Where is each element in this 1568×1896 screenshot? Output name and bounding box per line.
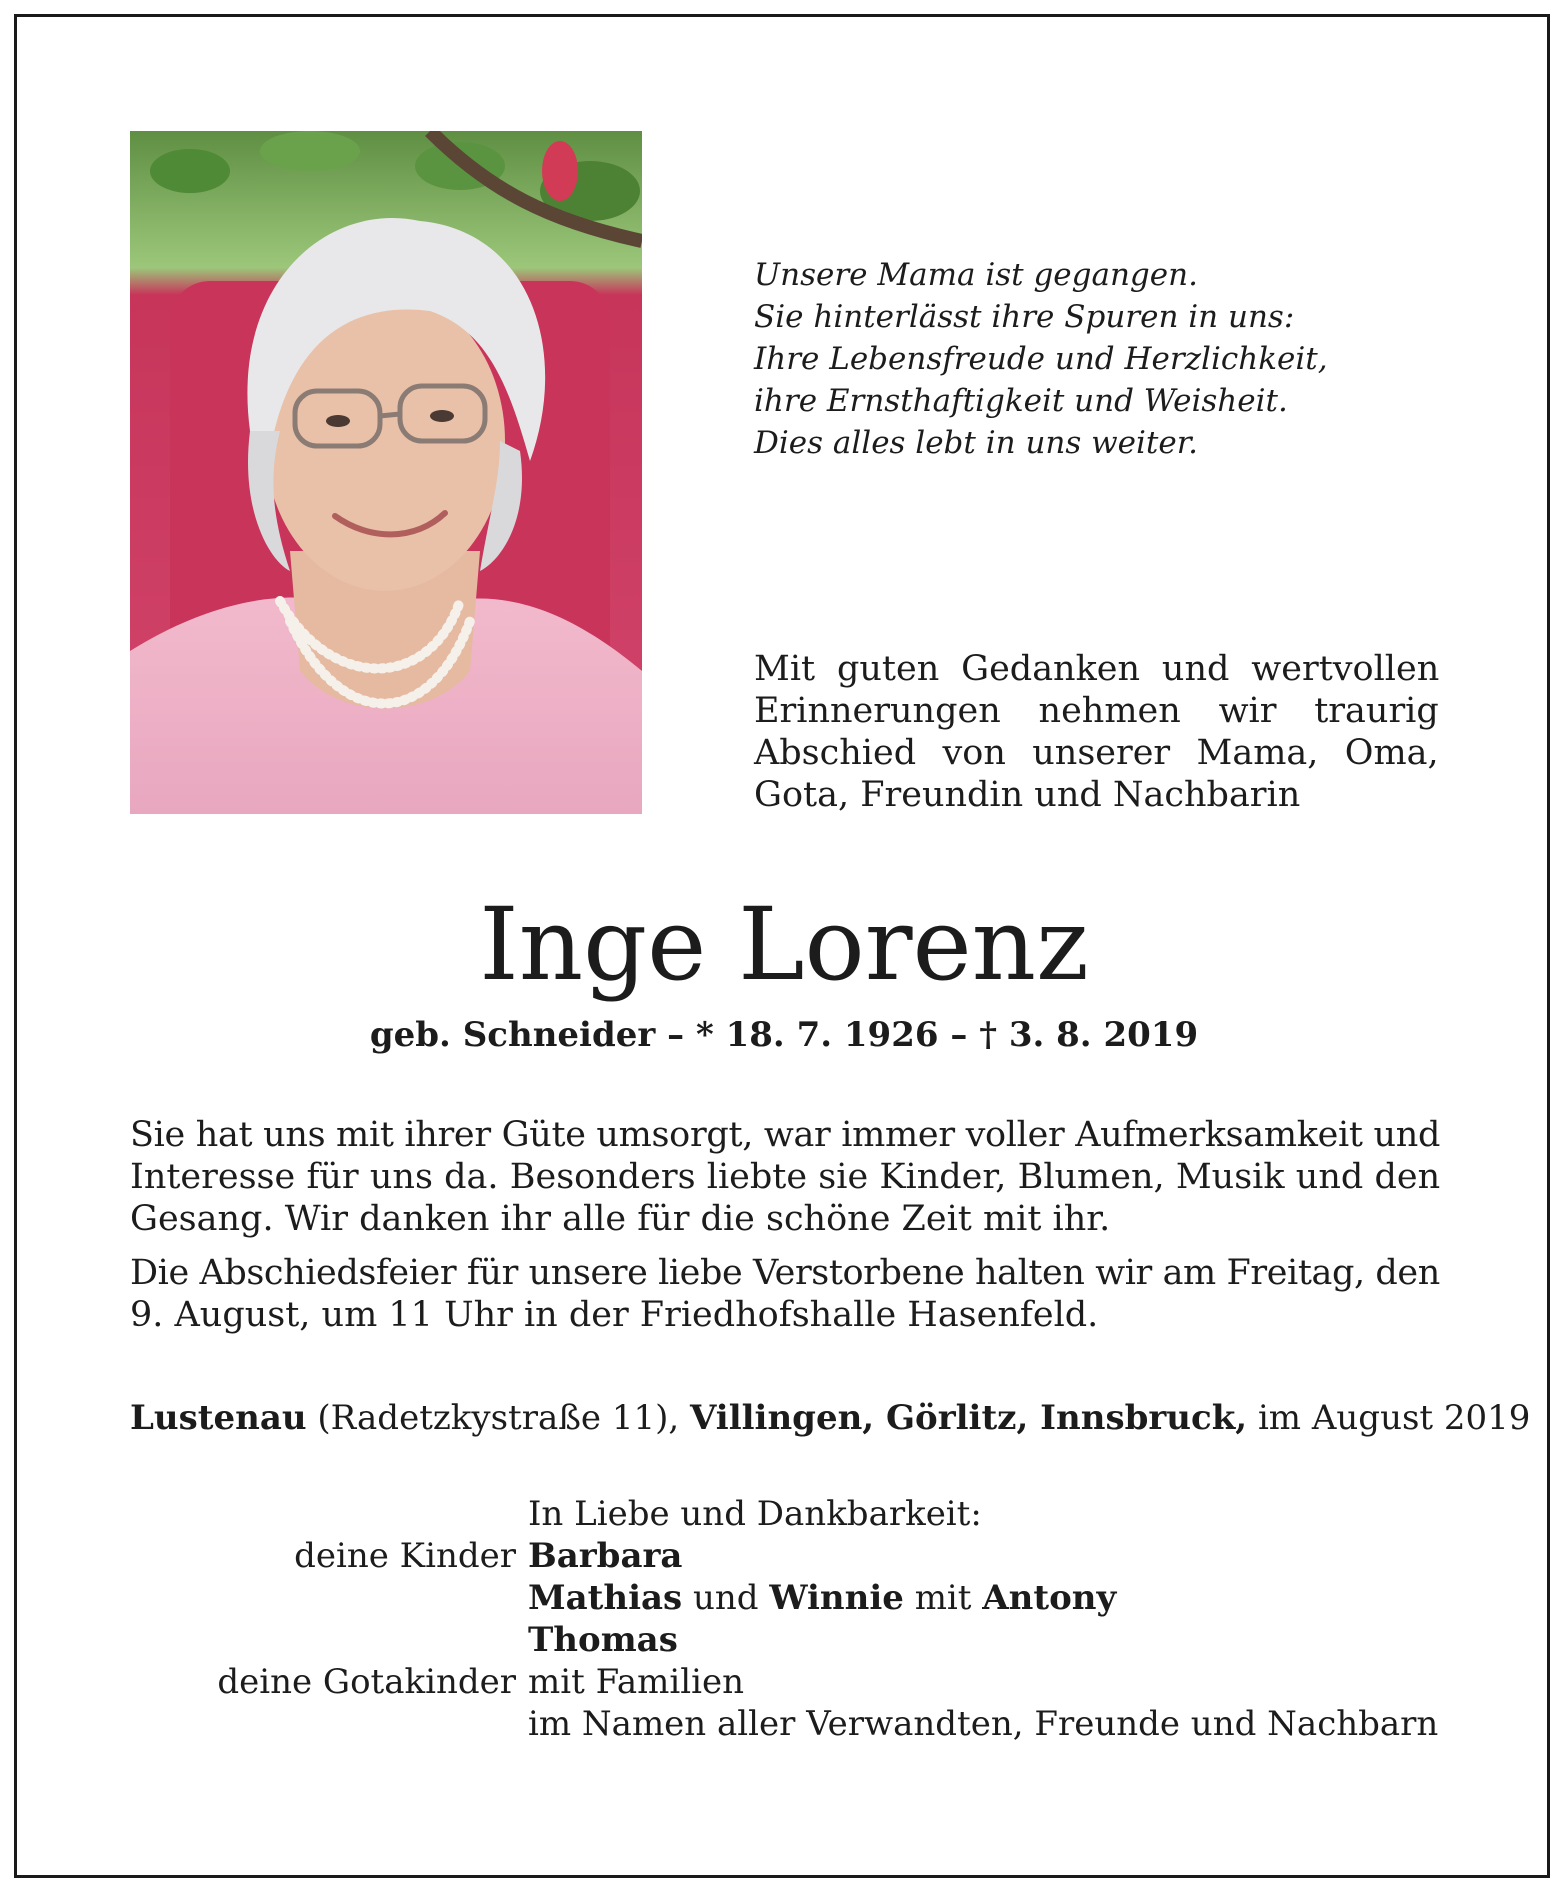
deceased-name: Inge Lorenz bbox=[479, 886, 1089, 1003]
signature-row bbox=[100, 1661, 1500, 1703]
signature-row bbox=[100, 1577, 1500, 1619]
godchildren-label: deine Gotakinder bbox=[217, 1662, 516, 1702]
body-line: Sie hat uns mit ihrer Güte umsorgt, war immer voller Aufmerksamkeit und bbox=[130, 1115, 1441, 1155]
intro-line bbox=[754, 774, 1439, 816]
children-label: deine Kinder bbox=[294, 1536, 516, 1576]
life-dates: geb. Schneider – * 18. 7. 1926 – † 3. 8. 2019 bbox=[369, 1015, 1199, 1055]
body-line: 9. August, um 11 Uhr in der Friedhofshalle Hasenfeld. bbox=[130, 1295, 1099, 1335]
intro-line-text: Erinnerungen nehmen wir traurig bbox=[754, 691, 1439, 731]
child-name: Thomas bbox=[528, 1620, 678, 1660]
signature-row bbox=[100, 1619, 1500, 1661]
portrait-illustration bbox=[130, 131, 642, 814]
body-line: Gesang. Wir danken ihr alle für die schöne Zeit mit ihr. bbox=[130, 1199, 1111, 1239]
conjunction: und bbox=[693, 1578, 759, 1618]
signatures-closing: im Namen aller Verwandten, Freunde und Nachbarn bbox=[528, 1704, 1439, 1744]
place-city: Lustenau bbox=[130, 1398, 307, 1438]
child-name: Mathias bbox=[528, 1578, 683, 1618]
intro-line bbox=[754, 690, 1439, 732]
signature-row bbox=[100, 1493, 1500, 1535]
portrait-photo bbox=[130, 131, 642, 814]
signatures-heading: In Liebe und Dankbarkeit: bbox=[528, 1494, 982, 1534]
intro-line-text: Mit guten Gedanken und wertvollen bbox=[754, 649, 1440, 689]
intro-line bbox=[754, 732, 1439, 774]
signature-row bbox=[100, 1703, 1500, 1745]
intro-line-text: Gota, Freundin und Nachbarin bbox=[754, 775, 1301, 815]
signature-label-empty bbox=[100, 1703, 528, 1745]
intro-line-text: Abschied von unserer Mama, Oma, bbox=[754, 733, 1439, 773]
place-date-line bbox=[130, 1396, 1531, 1440]
signature-label-empty bbox=[100, 1493, 528, 1535]
poem-line: ihre Ernsthaftigkeit und Weisheit. bbox=[754, 383, 1288, 419]
grandchild-name: Antony bbox=[982, 1578, 1117, 1618]
place-other-cities: Villingen, Görlitz, Innsbruck, bbox=[690, 1398, 1248, 1438]
intro-text bbox=[754, 648, 1439, 816]
poem-line: Ihre Lebensfreude und Herzlichkeit, bbox=[754, 341, 1328, 377]
poem-line: Unsere Mama ist gegangen. bbox=[754, 257, 1198, 293]
signature-label-empty bbox=[100, 1619, 528, 1661]
intro-line bbox=[754, 648, 1439, 690]
body-paragraph-2 bbox=[130, 1252, 1440, 1336]
partner-name: Winnie bbox=[769, 1578, 904, 1618]
body-line: Die Abschiedsfeier für unsere liebe Verstorbene halten wir am Freitag, den bbox=[130, 1253, 1440, 1293]
signatures bbox=[100, 1493, 1500, 1745]
poem-line: Sie hinterlässt ihre Spuren in uns: bbox=[754, 299, 1295, 335]
conjunction: mit bbox=[914, 1578, 972, 1618]
poem bbox=[754, 254, 1454, 464]
body-paragraph-1 bbox=[130, 1114, 1440, 1240]
body-line: Interesse für uns da. Besonders liebte sie Kinder, Blumen, Musik und den bbox=[130, 1157, 1441, 1197]
godchildren-value: mit Familien bbox=[528, 1662, 745, 1702]
place-address: (Radetzkystraße 11), bbox=[317, 1398, 680, 1438]
place-date: im August 2019 bbox=[1257, 1398, 1531, 1438]
child-family bbox=[528, 1577, 1116, 1619]
signature-label-empty bbox=[100, 1577, 528, 1619]
signature-row bbox=[100, 1535, 1500, 1577]
child-name: Barbara bbox=[528, 1536, 683, 1576]
poem-line: Dies alles lebt in uns weiter. bbox=[754, 425, 1199, 461]
